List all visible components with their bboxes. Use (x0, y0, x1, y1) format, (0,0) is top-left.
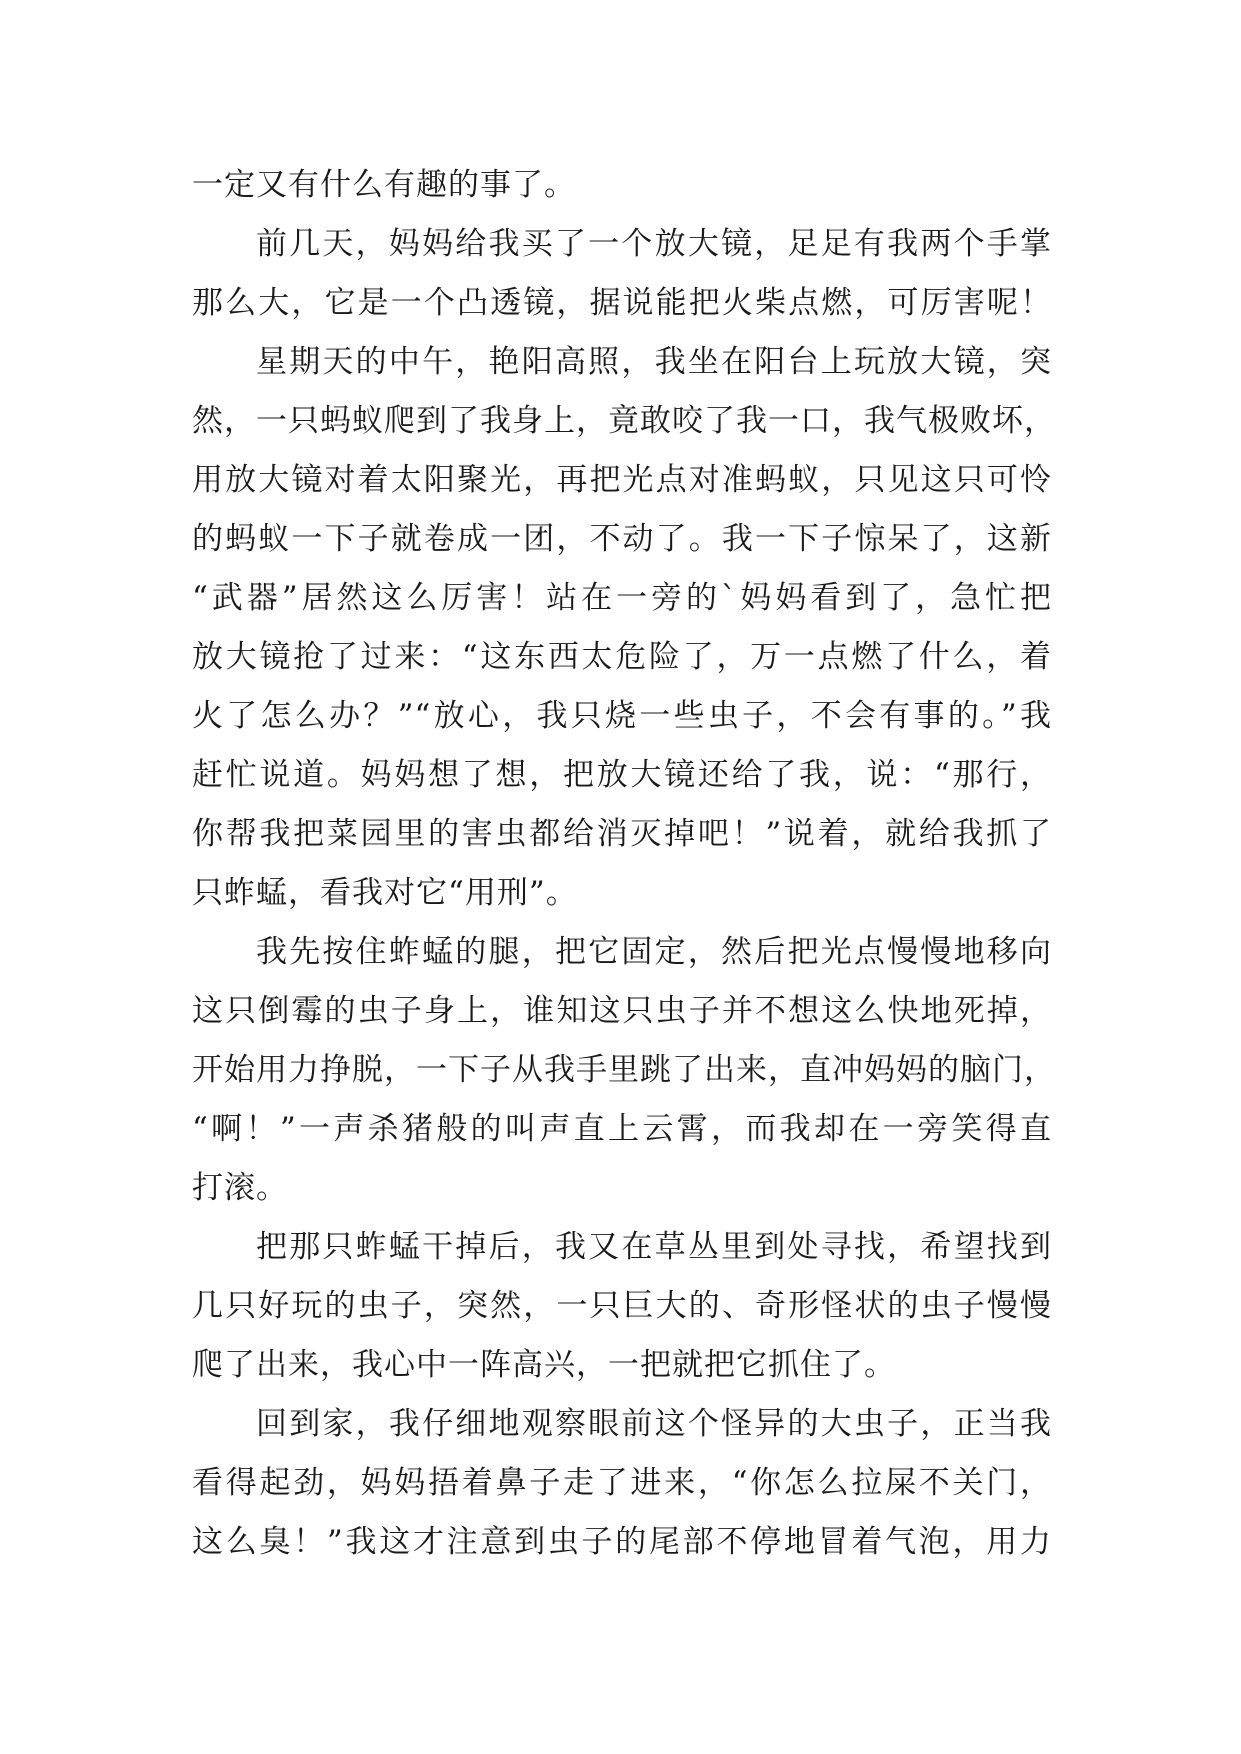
text-line: 你帮我把菜园里的害虫都给消灭掉吧！”说着，就给我抓了 (192, 816, 1052, 852)
text-line: 这么臭！”我这才注意到虫子的尾部不停地冒着气泡，用力 (192, 1524, 1052, 1560)
text-line: 火了怎么办？”“放心，我只烧一些虫子，不会有事的。”我 (192, 698, 1052, 734)
text-line: 看得起劲，妈妈捂着鼻子走了进来，“你怎么拉屎不关门， (192, 1465, 1052, 1501)
paragraph-first-line: 星期天的中午，艳阳高照，我坐在阳台上玩放大镜，突 (256, 344, 1052, 380)
text-line: “武器”居然这么厉害！站在一旁的`妈妈看到了，急忙把 (192, 580, 1052, 616)
text-line: 那么大，它是一个凸透镜，据说能把火柴点燃，可厉害呢！ (192, 285, 1052, 321)
text-line: 用放大镜对着太阳聚光，再把光点对准蚂蚁，只见这只可怜 (192, 462, 1052, 498)
text-line: 赶忙说道。妈妈想了想，把放大镜还给了我，说：“那行， (192, 757, 1052, 793)
text-line: 然，一只蚂蚁爬到了我身上，竟敢咬了我一口，我气极败坏， (192, 403, 1056, 439)
text-line: “啊！”一声杀猪般的叫声直上云霄，而我却在一旁笑得直 (192, 1111, 1052, 1147)
text-line: 放大镜抢了过来：“这东西太危险了，万一点燃了什么，着 (192, 639, 1052, 675)
text-line: 开始用力挣脱，一下子从我手里跳了出来，直冲妈妈的脑门， (192, 1052, 1056, 1088)
text-line: 这只倒霉的虫子身上，谁知这只虫子并不想这么快地死掉， (192, 993, 1052, 1029)
document-body (192, 156, 1056, 1572)
paragraph-first-line: 我先按住蚱蜢的腿，把它固定，然后把光点慢慢地移向 (256, 934, 1052, 970)
text-line: 打滚。 (192, 1170, 288, 1206)
text-line: 只蚱蜢，看我对它“用刑”。 (192, 875, 578, 911)
paragraph-first-line: 把那只蚱蜢干掉后，我又在草丛里到处寻找，希望找到 (256, 1229, 1052, 1265)
paragraph-first-line: 回到家，我仔细地观察眼前这个怪异的大虫子，正当我 (256, 1406, 1052, 1442)
paragraph-first-line: 前几天，妈妈给我买了一个放大镜，足足有我两个手掌 (256, 226, 1052, 262)
text-line: 一定又有什么有趣的事了。 (192, 167, 576, 203)
text-line: 的蚂蚁一下子就卷成一团，不动了。我一下子惊呆了，这新 (192, 521, 1052, 557)
text-line: 几只好玩的虫子，突然，一只巨大的、奇形怪状的虫子慢慢 (192, 1288, 1052, 1324)
text-line: 爬了出来，我心中一阵高兴，一把就把它抓住了。 (192, 1347, 896, 1383)
